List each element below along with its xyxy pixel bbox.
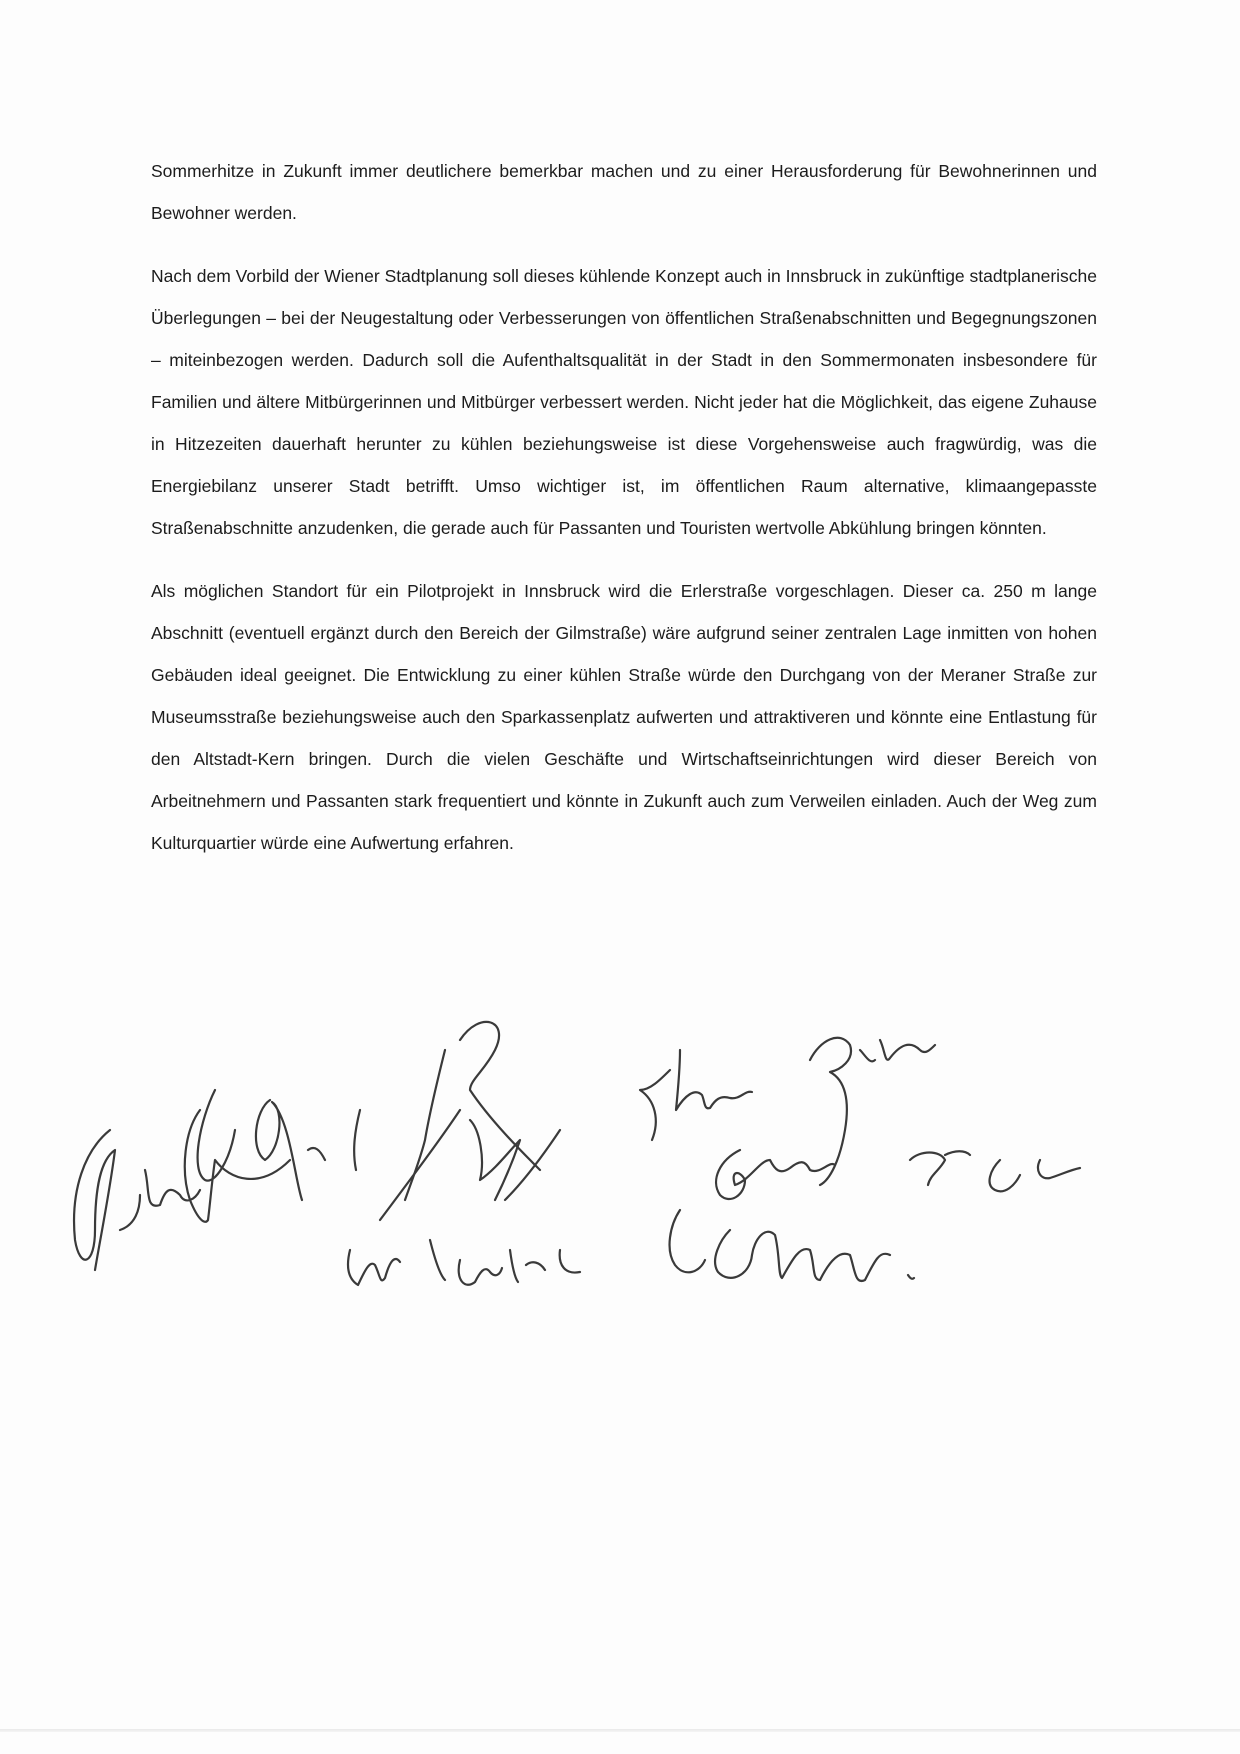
signature-block [40, 1010, 1200, 1430]
signature-scribble [185, 1110, 290, 1222]
paragraph-3: Als möglichen Standort für ein Pilotprojekt in Innsbruck wird die Erlerstraße vorgeschlagen. Dieser ca. 250 m lange Abschnitt (eventuell ergänzt durch den Bereich der Gilmstraße) wäre aufgrund seiner zentralen Lage inmitten von hohen Gebäuden ideal geeignet. Die Entwicklung zu einer kühlen Straße würde den Durchgang von der Meraner Straße zur Museumsstraße beziehungsweise auch den Sparkassenplatz aufwerten und attraktiveren und könnte eine Entlastung für den Altstadt-Kern bringen. Durch die vielen Geschäfte und Wirtschaftseinrichtungen wird dieser Bereich von Arbeitnehmern und Passanten stark frequentiert und könnte in Zukunft auch zum Verweilen einladen. Auch der Weg zum Kulturquartier würde eine Aufwertung erfahren. [151, 581, 1097, 853]
paragraph-2: Nach dem Vorbild der Wiener Stadtplanung soll dieses kühlende Konzept auch in Innsbruck in zukünftige stadtplanerische Überlegungen – bei der Neugestaltung oder Verbesserungen von öffentlichen Straßenabschnitten und Begegnungszonen – miteinbezogen werden. Dadurch soll die Aufenthaltsqualität in der Stadt in den Sommermonaten insbesondere für Familien und ältere Mitbürgerinnen und Mitbürger verbessert werden. Nicht jeder hat die Möglichkeit, das eigene Zuhause in Hitzezeiten dauerhaft herunter zu kühlen beziehungsweise ist diese Vorgehensweise auch fragwürdig, was die Energiebilanz unserer Stadt betrifft. Umso wichtiger ist, im öffentlichen Raum alternative, klimaangepasste Straßenabschnitte anzudenken, die gerade auch für Passanten und Touristen wertvolle Abkühlung bringen könnten. [151, 266, 1097, 538]
signature-scribble [810, 1038, 935, 1185]
signature-scribble [74, 1130, 200, 1270]
signature-scribble [198, 1090, 360, 1200]
signature-scribble [716, 1150, 835, 1199]
signature-scribble [380, 1110, 560, 1220]
body-text [151, 150, 1097, 885]
signatures-drawing [40, 1010, 1200, 1430]
signature-scribble [348, 1240, 580, 1285]
signature-scribble [405, 1022, 540, 1200]
scan-edge [0, 1729, 1240, 1732]
signature-scribble [715, 1230, 914, 1281]
signature-scribble [670, 1210, 705, 1272]
paragraph-1: Sommerhitze in Zukunft immer deutlichere bemerkbar machen und zu einer Herausforderung für Bewohnerinnen und Bewohner werden. [151, 161, 1097, 223]
signature-scribble [640, 1050, 752, 1140]
signature-scribble [910, 1151, 1080, 1191]
